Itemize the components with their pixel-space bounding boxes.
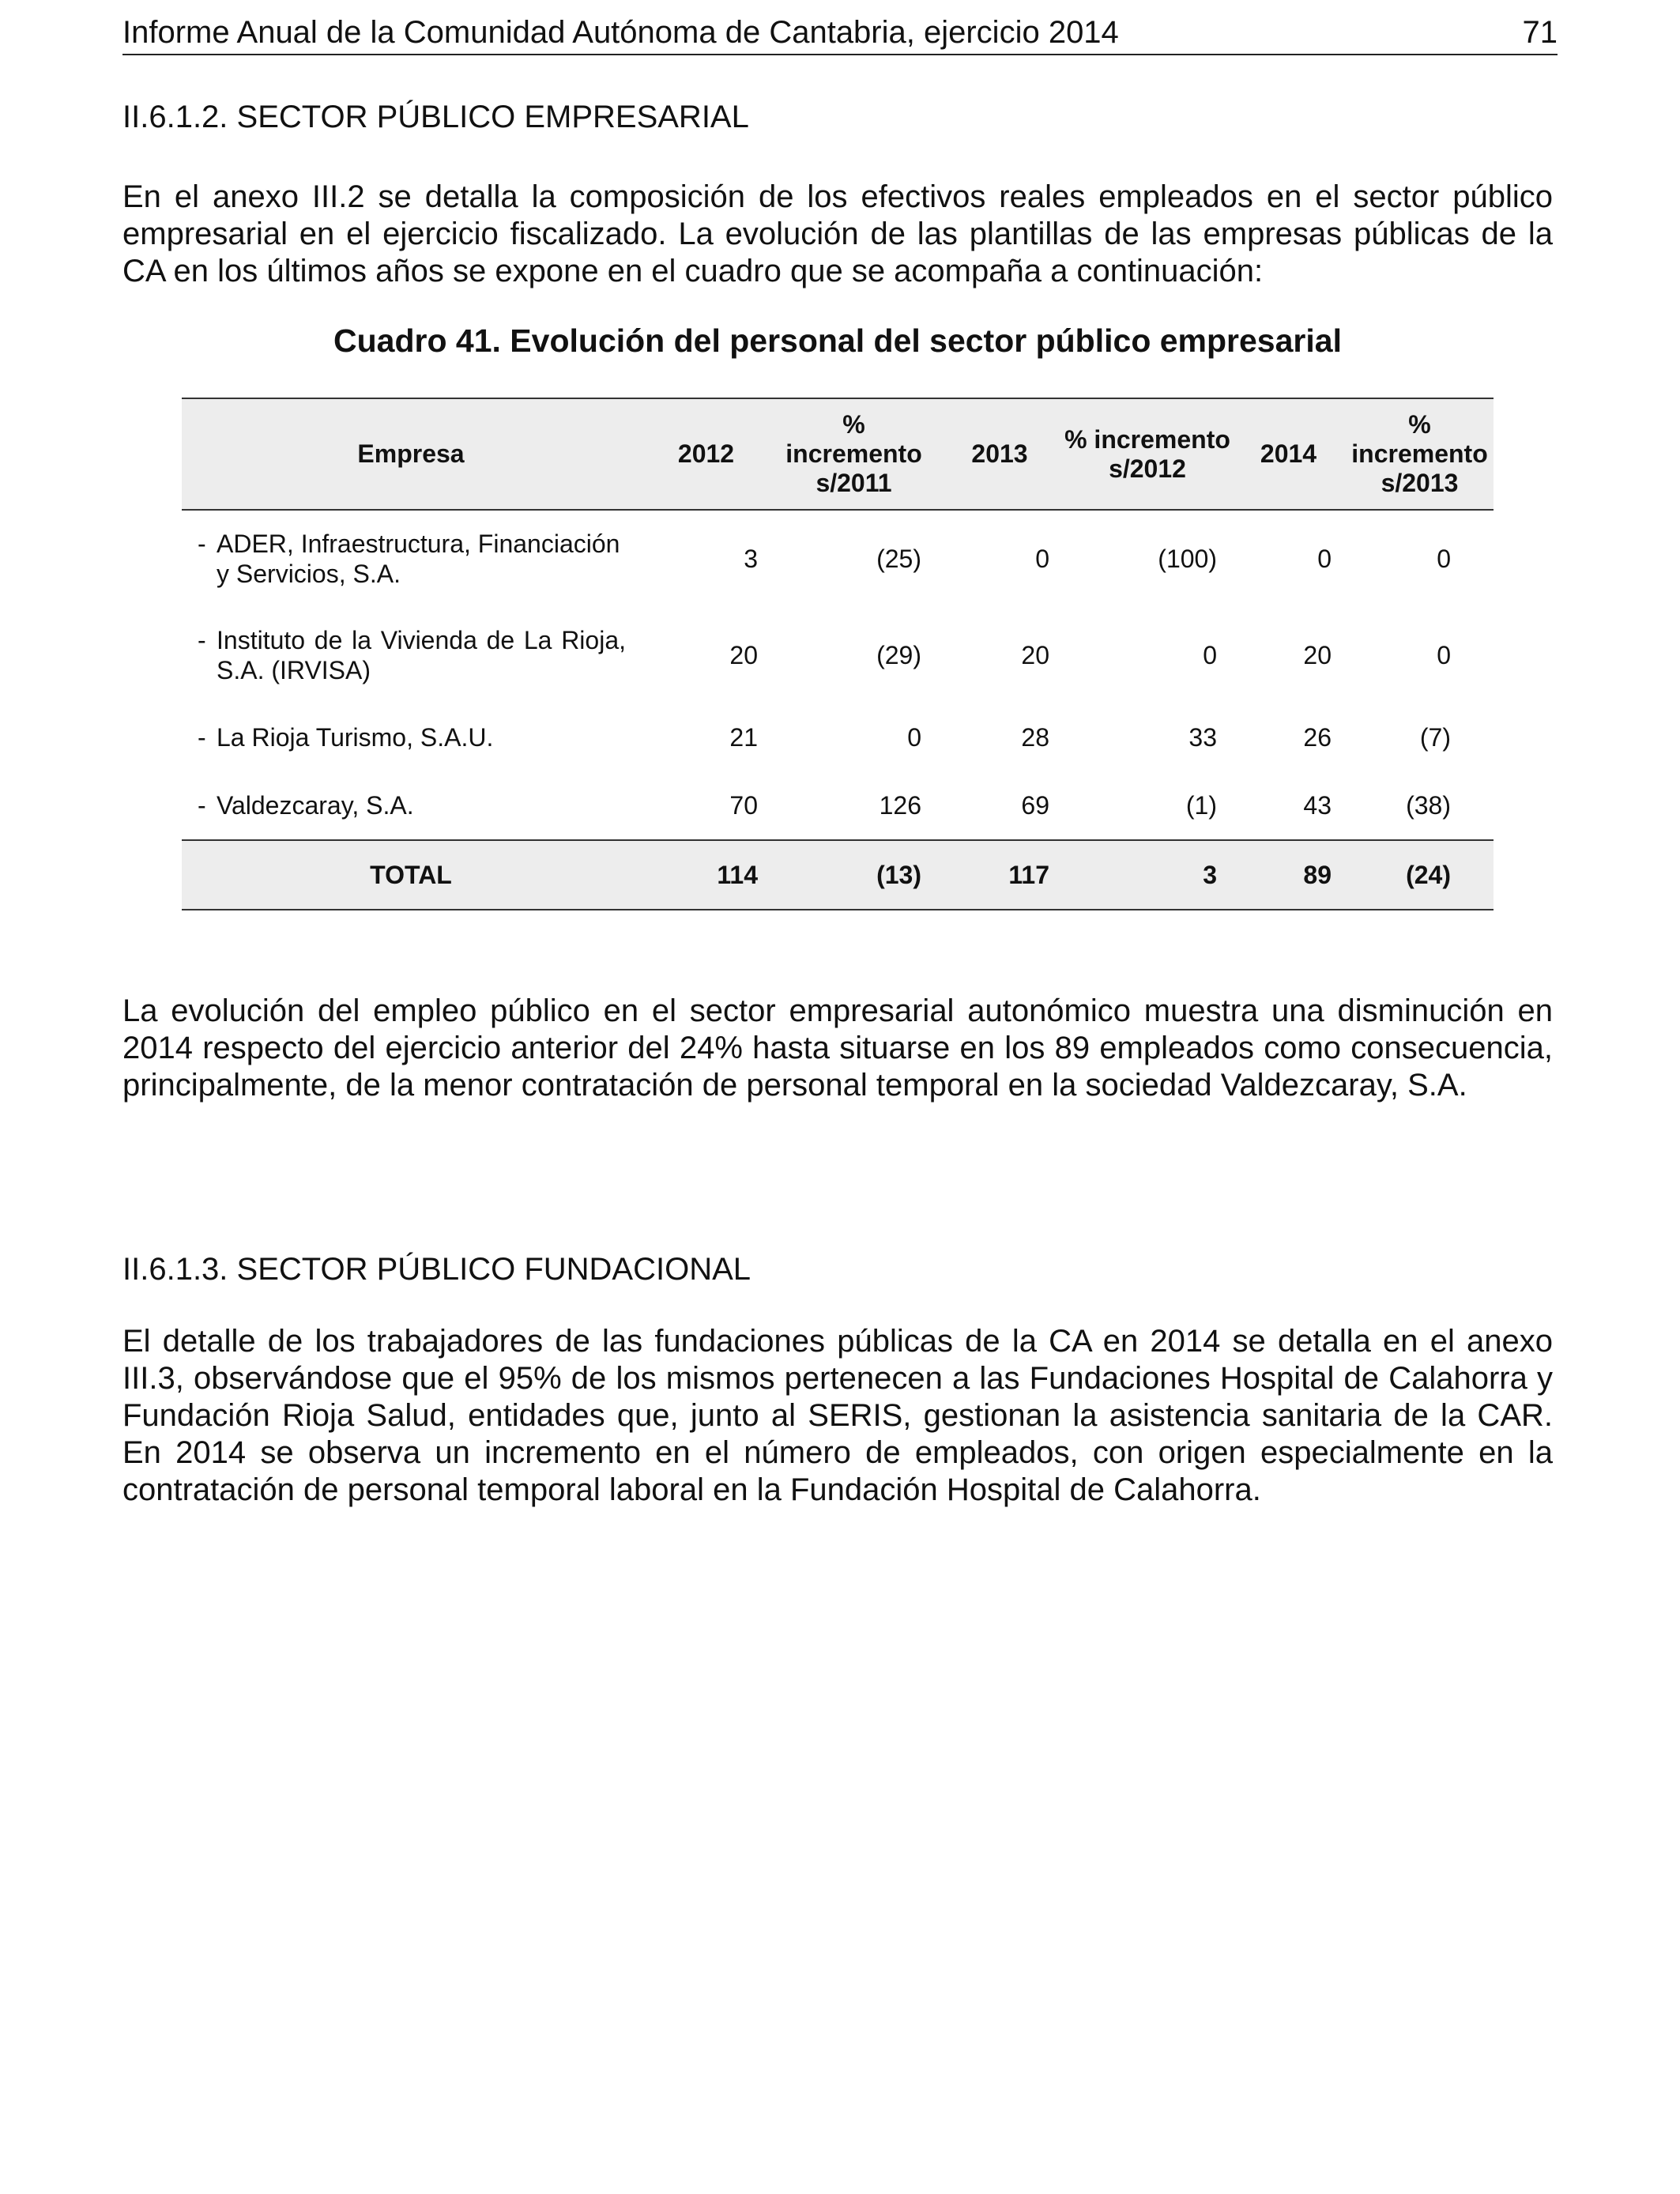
value-2012: 3 (744, 544, 758, 573)
page-header (122, 13, 1558, 55)
total-2014: 89 (1231, 840, 1346, 910)
company-cell (182, 510, 640, 607)
header-2013: 2013 (936, 398, 1064, 510)
header-inc-2011: % incremento s/2011 (772, 398, 936, 510)
value-2014: 26 (1303, 722, 1332, 752)
total-inc-2011: (13) (772, 840, 936, 910)
total-row (182, 840, 1494, 910)
value-inc-2013: (7) (1419, 722, 1451, 752)
value-inc-2012: (100) (1158, 544, 1217, 573)
table-row (182, 703, 1494, 771)
company-cell (182, 607, 640, 703)
header-2012: 2012 (640, 398, 772, 510)
personnel-table-wrapper (182, 398, 1494, 910)
page-number: 71 (1522, 15, 1558, 50)
section-title-empresarial: II.6.1.2. SECTOR PÚBLICO EMPRESARIAL (122, 100, 749, 134)
value-2014: 20 (1303, 640, 1332, 669)
value-inc-2012: 33 (1188, 722, 1217, 752)
company-cell (182, 771, 640, 840)
value-inc-2013: 0 (1437, 544, 1451, 573)
list-dash: - (198, 626, 206, 654)
value-inc-2011: (29) (876, 640, 921, 669)
section-title-fundacional: II.6.1.3. SECTOR PÚBLICO FUNDACIONAL (122, 1252, 751, 1287)
total-2012: 114 (640, 840, 772, 910)
table-row (182, 607, 1494, 703)
fundacional-paragraph: El detalle de los trabajadores de las fundaciones públicas de la CA en 2014 se detalla en el anexo III.3, observándose que el 95% de los mismos pertenecen a las Fundaciones Hospital de Calahorra y Fundación Rioja Salud, entidades que, junto al SERIS, gestionan la asistencia sanitaria de la CAR. En 2014 se observa un incremento en el número de empleados, con origen especialmente en la contratación de personal temporal laboral en la Fundación Hospital de Calahorra. (122, 1324, 1553, 1507)
value-2012: 21 (729, 722, 758, 752)
conclusion-paragraph: La evolución del empleo público en el sector empresarial autonómico muestra una disminución en 2014 respecto del ejercicio anterior del 24% hasta situarse en los 89 empleados como consecuencia, principalmente, de la menor contratación de personal temporal en la sociedad Valdezcaray, S.A. (122, 993, 1553, 1103)
list-dash: - (198, 530, 206, 558)
value-2013: 0 (1035, 544, 1049, 573)
value-inc-2011: (25) (876, 544, 921, 573)
company-name: La Rioja Turismo, S.A.U. (217, 723, 494, 752)
header-inc-2013: % incremento s/2013 (1346, 398, 1494, 510)
total-inc-2013: (24) (1346, 840, 1494, 910)
total-label: TOTAL (182, 840, 640, 910)
value-inc-2013: (38) (1406, 790, 1451, 820)
table-caption: Cuadro 41. Evolución del personal del sector público empresarial (333, 322, 1342, 359)
value-2012: 20 (729, 640, 758, 669)
total-inc-2012: 3 (1064, 840, 1231, 910)
value-2013: 69 (1021, 790, 1049, 820)
table-row (182, 510, 1494, 607)
value-2013: 28 (1021, 722, 1049, 752)
company-name: Instituto de la Vivienda de La Rioja, S.A. (IRVISA) (217, 626, 626, 684)
table-row (182, 771, 1494, 840)
header-empresa: Empresa (182, 398, 640, 510)
table-header-row (182, 398, 1494, 510)
intro-paragraph: En el anexo III.2 se detalla la composición de los efectivos reales empleados en el sector público empresarial en el ejercicio fiscalizado. La evolución de las plantillas de las empresas públicas de la CA en los últimos años se expone en el cuadro que se acompaña a continuación: (122, 179, 1553, 288)
header-inc-2012: % incremento s/2012 (1064, 398, 1231, 510)
personnel-table (182, 398, 1494, 910)
report-title: Informe Anual de la Comunidad Autónoma de Cantabria, ejercicio 2014 (122, 15, 1119, 50)
value-inc-2012: (1) (1185, 790, 1217, 820)
value-2013: 20 (1021, 640, 1049, 669)
value-2014: 0 (1317, 544, 1332, 573)
value-2012: 70 (729, 790, 758, 820)
value-inc-2011: 126 (879, 790, 921, 820)
list-dash: - (198, 791, 206, 820)
value-inc-2012: 0 (1203, 640, 1217, 669)
value-inc-2013: 0 (1437, 640, 1451, 669)
company-name: ADER, Infraestructura, Financiación y Servicios, S.A. (217, 530, 620, 588)
total-2013: 117 (936, 840, 1064, 910)
company-name: Valdezcaray, S.A. (217, 791, 414, 820)
list-dash: - (198, 723, 206, 752)
header-2014: 2014 (1231, 398, 1346, 510)
value-inc-2011: 0 (907, 722, 921, 752)
company-cell (182, 703, 640, 771)
value-2014: 43 (1303, 790, 1332, 820)
